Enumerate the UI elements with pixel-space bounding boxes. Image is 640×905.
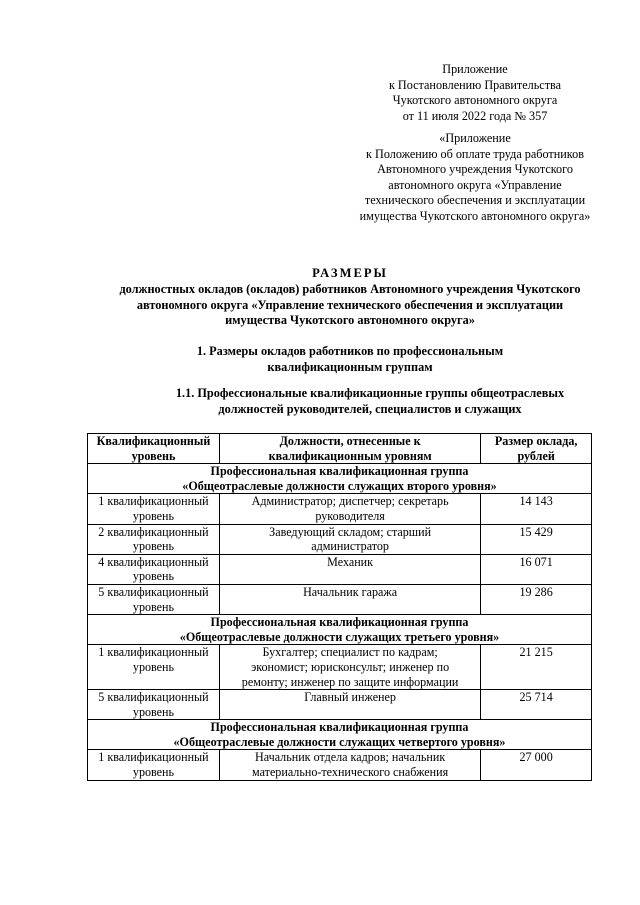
positions-text: Бухгалтер; специалист по кадрам;: [262, 645, 438, 660]
table-row: [88, 494, 592, 524]
title-line: имущества Чукотского автономного округа»: [225, 313, 475, 328]
positions: [219, 584, 480, 614]
appendix-quote-line: «Приложение: [439, 131, 511, 145]
qualification-level: [88, 524, 220, 554]
salary-table: [87, 433, 592, 781]
level-text: уровень: [132, 599, 175, 614]
positions: [219, 750, 480, 780]
salary: 27 000: [481, 750, 592, 780]
group-title-line: «Общеотраслевые должности служащих третьего уровня»: [179, 629, 500, 644]
table-row: [88, 554, 592, 584]
appendix-header: [330, 62, 620, 124]
positions-text: Заведующий складом; старший: [269, 524, 432, 539]
positions-text: ремонту; инженер по защите информации: [241, 674, 459, 689]
positions-text: Главный инженер: [304, 690, 396, 705]
salary: 15 429: [481, 524, 592, 554]
table-row: [88, 645, 592, 690]
positions-text: администратор: [311, 539, 389, 554]
table-row: [88, 750, 592, 780]
level-text: уровень: [132, 508, 175, 523]
level-text: уровень: [132, 569, 175, 584]
group-title-line: Профессиональная квалификационная группа: [210, 720, 469, 735]
group-row: [88, 615, 592, 645]
document-title: [90, 266, 610, 329]
appendix-line: Чукотского автономного округа: [392, 93, 558, 108]
level-text: уровень: [132, 765, 175, 780]
level-text: 5 квалификационный: [98, 584, 209, 599]
salary: 14 143: [481, 494, 592, 524]
salary: 19 286: [481, 584, 592, 614]
level-text: 5 квалификационный: [98, 690, 209, 705]
group-title-line: «Общеотраслевые должности служащих второго уровня»: [182, 478, 497, 493]
section-line: 1.1. Профессиональные квалификационные группы общеотраслевых: [175, 386, 565, 400]
appendix-quote-line: Автономного учреждения Чукотского: [377, 162, 573, 177]
level-text: 1 квалификационный: [98, 645, 209, 660]
appendix-quote: [330, 131, 620, 225]
positions-text: экономист; юрисконсульт; инженер по: [251, 659, 450, 674]
header-positions: [219, 434, 480, 464]
title-line: автономного округа «Управление технического обеспечения и эксплуатации: [136, 297, 564, 312]
level-text: 4 квалификационный: [98, 554, 209, 569]
positions: [219, 645, 480, 690]
group-row: [88, 464, 592, 494]
qualification-level: [88, 750, 220, 780]
header-text: Должности, отнесенные к: [279, 434, 421, 448]
title-line: должностных окладов (окладов) работников Автономного учреждения Чукотского: [119, 281, 581, 296]
header-text: Размер оклада,: [494, 434, 578, 448]
group-title-line: «Общеотраслевые должности служащих четвертого уровня»: [173, 734, 506, 749]
section-1-heading: [120, 344, 580, 376]
positions-text: материально-технического снабжения: [252, 765, 449, 780]
positions-text: Механик: [327, 554, 374, 569]
level-text: 1 квалификационный: [98, 750, 209, 765]
title-heading: РАЗМЕРЫ: [312, 266, 388, 280]
positions: [219, 554, 480, 584]
table-header-row: [88, 434, 592, 464]
group-row: [88, 720, 592, 750]
section-1-1-heading: [110, 386, 630, 418]
qualification-level: [88, 645, 220, 690]
section-line: должностей руководителей, специалистов и служащих: [218, 401, 522, 416]
header-level: [88, 434, 220, 464]
table-row: [88, 524, 592, 554]
salary: 16 071: [481, 554, 592, 584]
appendix-line: от 11 июля 2022 года № 357: [402, 108, 548, 123]
appendix-quote-line: имущества Чукотского автономного округа»: [359, 208, 591, 223]
positions-text: Начальник отдела кадров; начальник: [255, 750, 446, 765]
salary: 21 215: [481, 645, 592, 690]
group-title-line: Профессиональная квалификационная группа: [210, 615, 469, 630]
qualification-level: [88, 690, 220, 720]
table-body: [88, 464, 592, 780]
group-title: [88, 464, 592, 494]
level-text: уровень: [132, 659, 175, 674]
qualification-level: [88, 554, 220, 584]
table-row: [88, 584, 592, 614]
positions-text: Начальник гаража: [303, 584, 398, 599]
section-line: 1. Размеры окладов работников по профессиональным: [196, 344, 504, 358]
qualification-level: [88, 494, 220, 524]
qualification-level: [88, 584, 220, 614]
positions: [219, 524, 480, 554]
header-text: рублей: [517, 448, 555, 463]
appendix-line: Приложение: [442, 62, 508, 76]
section-line: квалификационным группам: [267, 359, 433, 374]
positions-text: Администратор; диспетчер; секретарь: [251, 494, 449, 509]
appendix-quote-line: к Положению об оплате труда работников: [366, 146, 584, 161]
header-text: Квалификационный: [96, 434, 211, 448]
group-title: [88, 720, 592, 750]
level-text: 1 квалификационный: [98, 494, 209, 509]
level-text: 2 квалификационный: [98, 524, 209, 539]
appendix-quote-line: технического обеспечения и эксплуатации: [364, 193, 586, 208]
level-text: уровень: [132, 704, 175, 719]
level-text: уровень: [132, 539, 175, 554]
header-text: уровень: [131, 448, 176, 463]
header-salary: [481, 434, 592, 464]
appendix-line: к Постановлению Правительства: [388, 77, 562, 92]
positions: [219, 690, 480, 720]
positions: [219, 494, 480, 524]
group-title: [88, 615, 592, 645]
salary: 25 714: [481, 690, 592, 720]
table-row: [88, 690, 592, 720]
group-title-line: Профессиональная квалификационная группа: [210, 464, 469, 479]
appendix-quote-line: автономного округа «Управление: [388, 177, 562, 192]
positions-text: руководителя: [315, 508, 385, 523]
header-text: квалификационным уровням: [268, 448, 432, 463]
